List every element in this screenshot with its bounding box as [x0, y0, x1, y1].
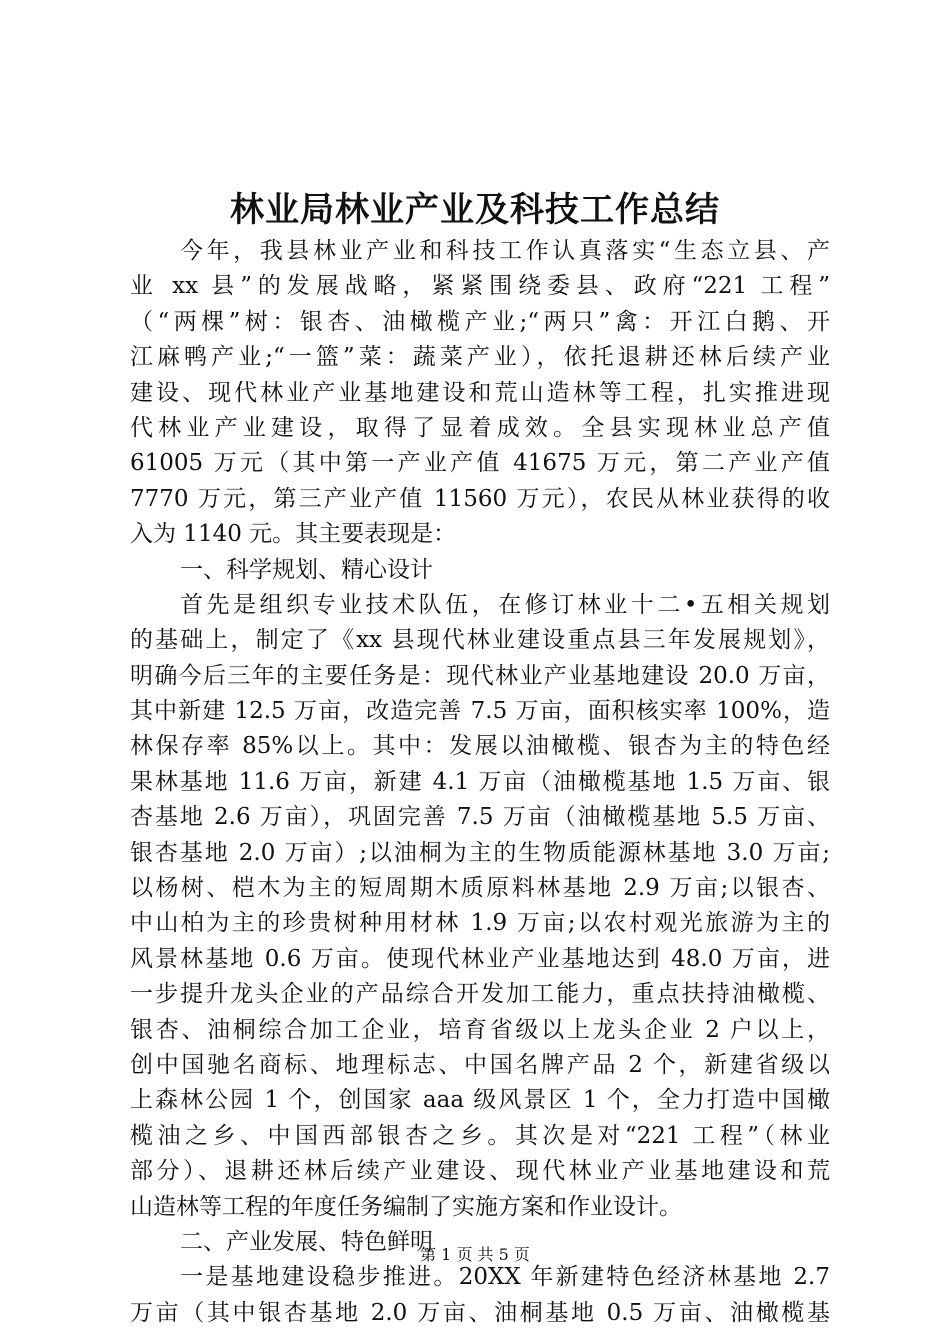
text-line: 杏基地 2.6 万亩），巩固完善 7.5 万亩（油橄榄基地 5.5 万亩、 — [130, 804, 830, 831]
text-line: 首先是组织专业技术队伍，在修订林业十二•五相关规划 — [180, 591, 830, 618]
document-body — [130, 234, 830, 1331]
text-line: 榄油之乡、中国西部银杏之乡。其次是对“221 工程”（林业 — [130, 1122, 830, 1149]
text-line: （“两棵”树：银杏、油橄榄产业;“两只”禽：开江白鹅、开 — [130, 308, 830, 335]
text-line: 一是基地建设稳步推进。20XX 年新建特色经济林基地 2.7 — [180, 1264, 830, 1291]
text-line: 果林基地 11.6 万亩，新建 4.1 万亩（油橄榄基地 1.5 万亩、银 — [130, 768, 830, 795]
text-line: 部分）、退耕还林后续产业建设、现代林业产业基地建设和荒 — [130, 1158, 830, 1185]
text-line: 创中国驰名商标、地理标志、中国名牌产品 2 个，新建省级以 — [130, 1051, 830, 1078]
text-line: 业 xx 县”的发展战略，紧紧围绕委县、政府“221 工程” — [130, 273, 830, 300]
text-line: 明确今后三年的主要任务是：现代林业产业基地建设 20.0 万亩， — [130, 662, 830, 689]
text-line: 今年，我县林业产业和科技工作认真落实“生态立县、产 — [180, 238, 830, 264]
text-line: 代林业产业建设，取得了显着成效。全县实现林业总产值 — [130, 414, 830, 441]
text-line: 一、科学规划、精心设计 — [180, 556, 433, 583]
text-line: 二、产业发展、特色鲜明 — [180, 1228, 433, 1255]
text-line: 以杨树、桤木为主的短周期木质原料林基地 2.9 万亩;以银杏、 — [130, 875, 830, 902]
text-line: 银杏基地 2.0 万亩）;以油桐为主的生物质能源林基地 3.0 万亩; — [130, 839, 830, 866]
text-line: 银杏、油桐综合加工企业，培育省级以上龙头企业 2 户以上， — [130, 1016, 830, 1043]
text-line: 一步提升龙头企业的产品综合开发加工能力，重点扶持油橄榄、 — [130, 981, 830, 1008]
text-line: 入为 1140 元。其主要表现是： — [130, 521, 457, 548]
text-line: 山造林等工程的年度任务编制了实施方案和作业设计。 — [130, 1193, 682, 1220]
text-line: 上森林公园 1 个，创国家 aaa 级风景区 1 个，全力打造中国橄 — [130, 1087, 830, 1114]
text-line: 的基础上，制定了《xx 县现代林业建设重点县三年发展规划》， — [130, 627, 830, 654]
text-line: 61005 万元（其中第一产业产值 41675 万元，第二产业产值 — [130, 450, 830, 477]
text-line: 中山柏为主的珍贵树种用材林 1.9 万亩;以农村观光旅游为主的 — [130, 910, 830, 937]
text-line: 万亩（其中银杏基地 2.0 万亩、油桐基地 0.5 万亩、油橄榄基 — [130, 1299, 830, 1326]
page-footer: 第 1 页 共 5 页 — [420, 1245, 530, 1264]
text-line: 林保存率 85%以上。其中：发展以油橄榄、银杏为主的特色经 — [130, 733, 830, 760]
text-line: 7770 万元，第三产业产值 11560 万元），农民从林业获得的收 — [130, 485, 830, 512]
text-line: 江麻鸭产业;“一篮”菜：蔬菜产业），依托退耕还林后续产业 — [130, 344, 830, 371]
text-line: 其中新建 12.5 万亩，改造完善 7.5 万亩，面积核实率 100%，造 — [130, 698, 830, 725]
document-title: 林业局林业产业及科技工作总结 — [230, 190, 720, 230]
text-line: 建设、现代林业产业基地建设和荒山造林等工程，扎实推进现 — [130, 379, 830, 406]
text-line: 风景林基地 0.6 万亩。使现代林业产业基地达到 48.0 万亩，进 — [130, 945, 830, 972]
